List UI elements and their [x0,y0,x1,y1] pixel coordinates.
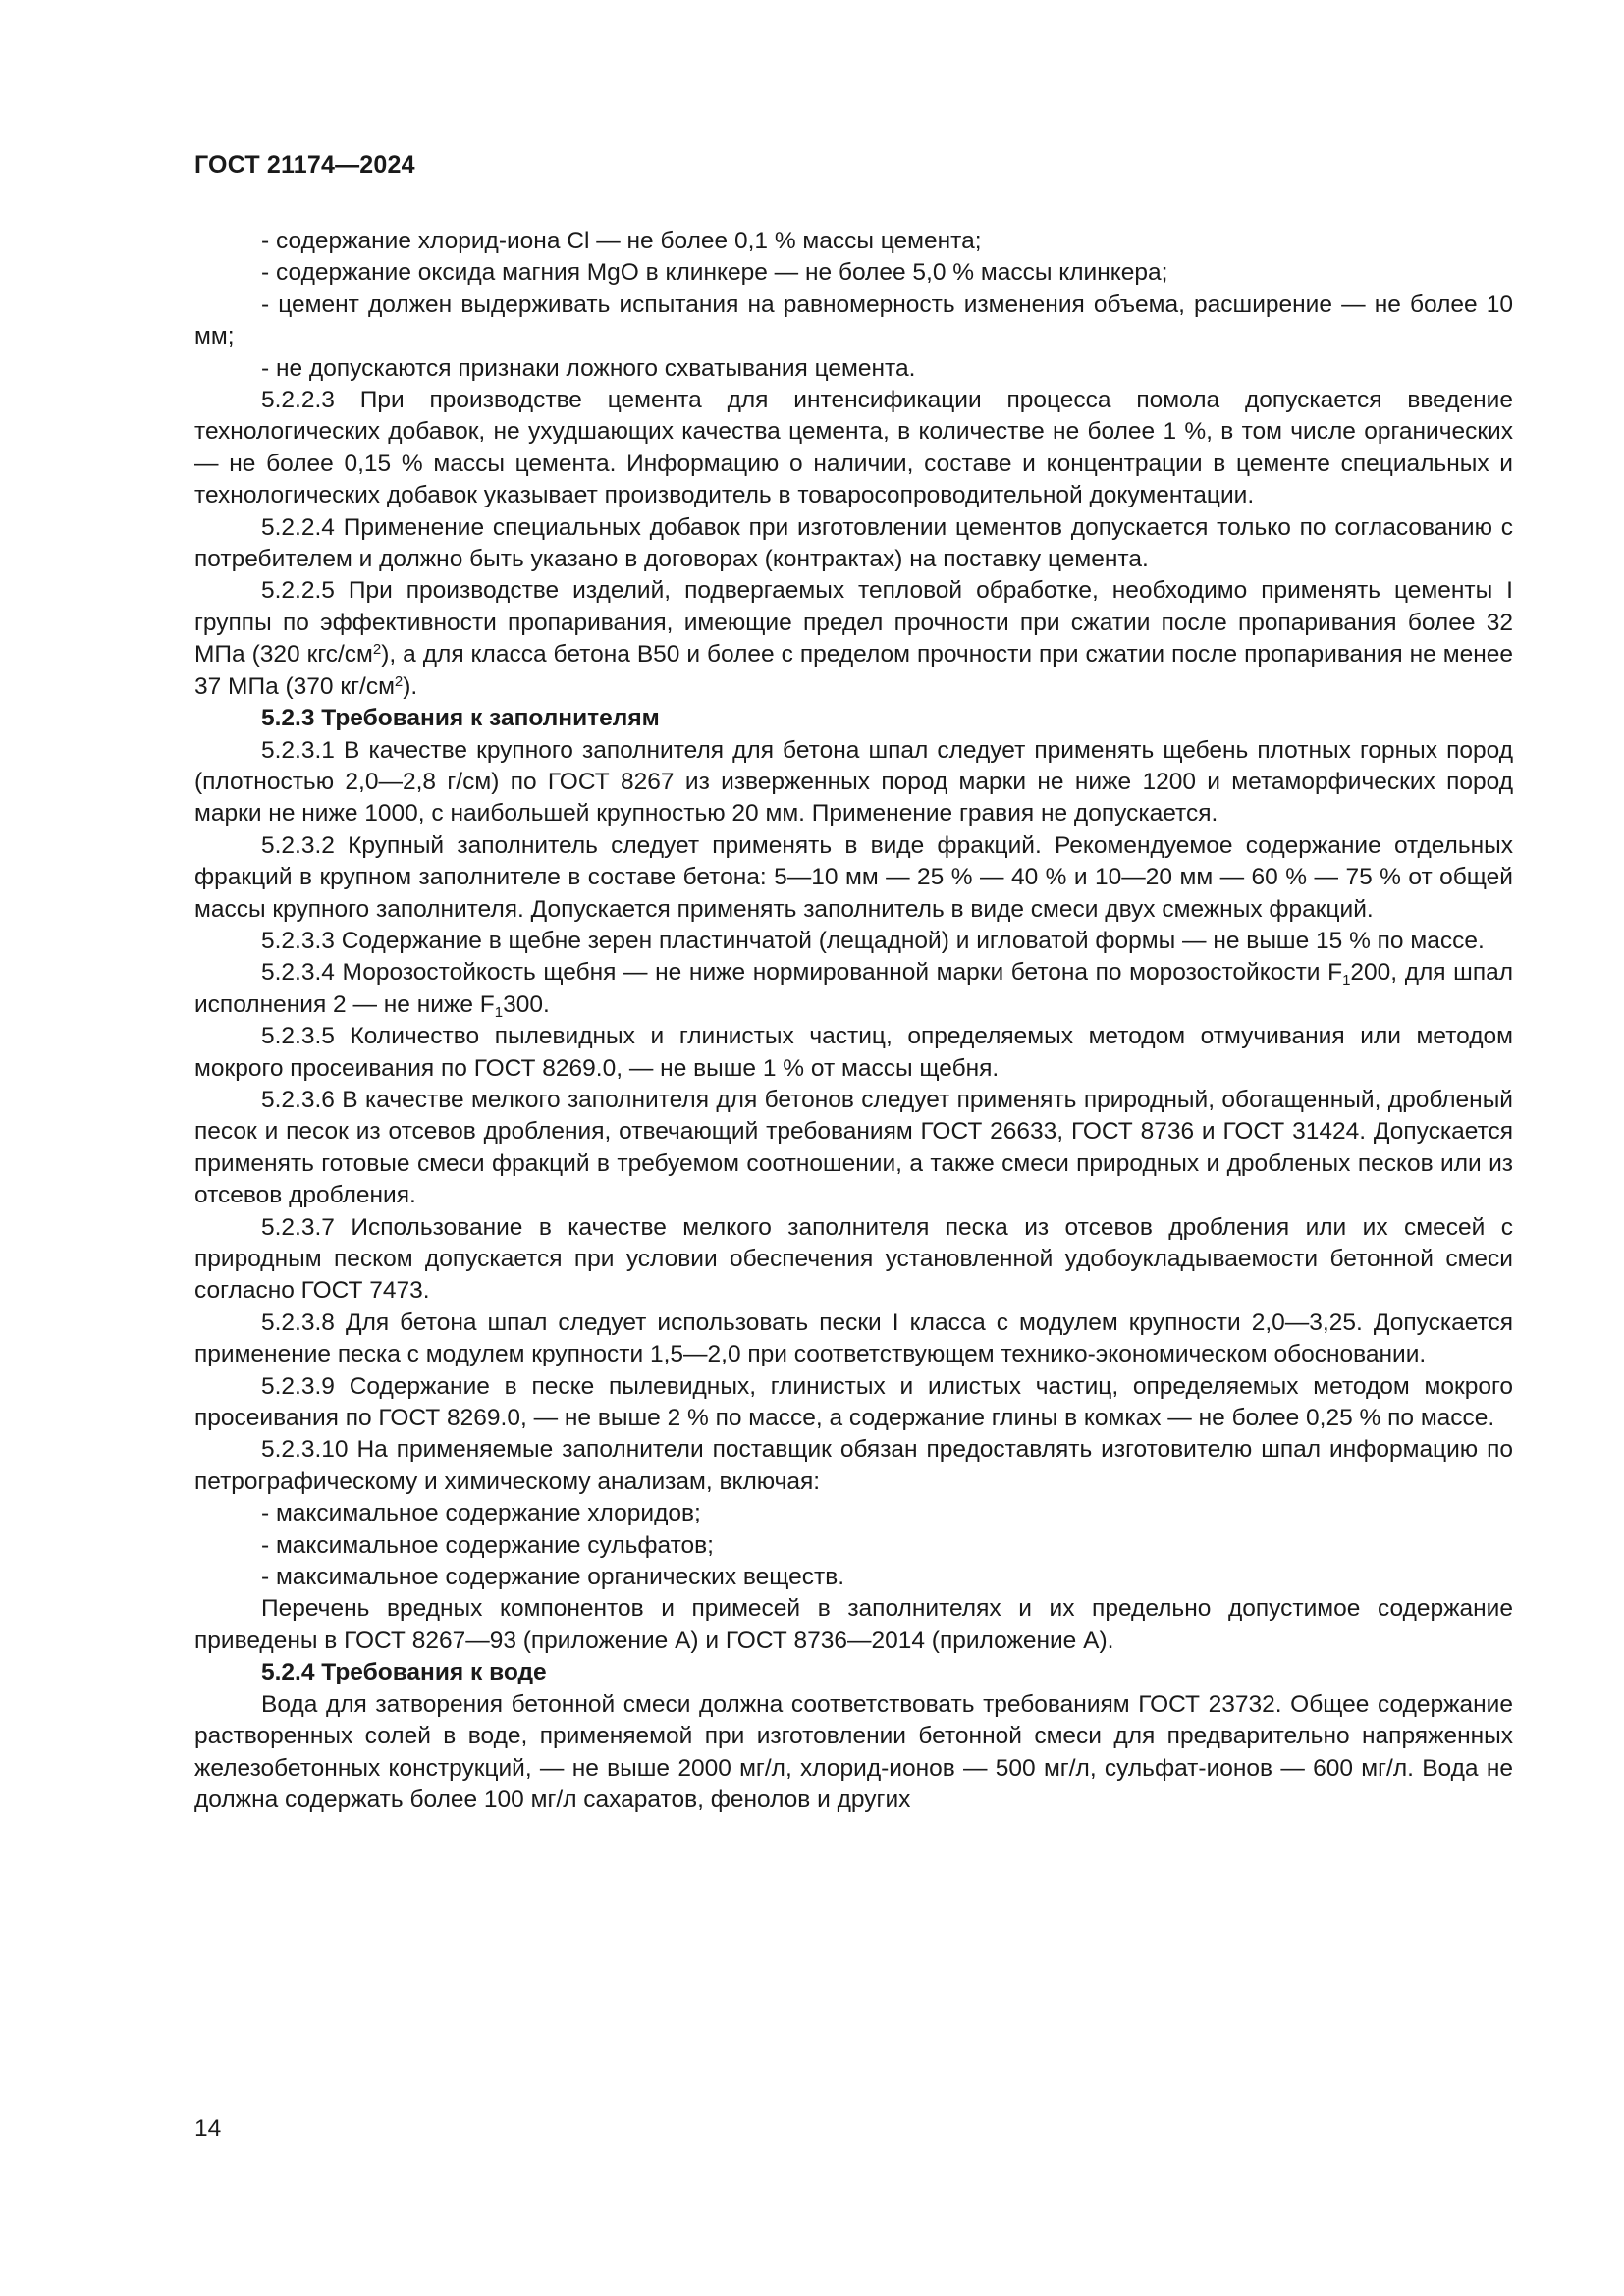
text-run: 5.2.2.5 При производстве изделий, подвергаемых тепловой обработке, необходимо применять цементы I группы по эффективности пропаривания, имеющие предел прочности при сжатии после пропаривания более 32 МПа (320 кгс/см [194,577,1513,668]
paragraph-5-2-2-3: 5.2.2.3 При производстве цемента для интенсификации процесса помола допускается введение технологических добавок, не ухудшающих качества цемента, в количестве не более 1 %, в том числе органических — не более 0,15 % массы цемента. Информацию о наличии, составе и концентрации в цементе специальных и технологических добавок указывает производитель в товаросопроводительной документации. [194,387,1513,509]
paragraph-5-2-3-7: 5.2.3.7 Использование в качестве мелкого заполнителя песка из отсевов дробления или их смесей с природным песком допускается при условии обеспечения установленной удобоукладываемости бетонной смеси согласно ГОСТ 7473. [194,1213,1513,1305]
section-heading-5-2-3: 5.2.3 Требования к заполнителям [261,705,660,732]
text-run: 300. [503,990,550,1018]
document-header: ГОСТ 21174—2024 [194,151,415,179]
paragraph-5-2-3-8: 5.2.3.8 Для бетона шпал следует использовать пески I класса с модулем крупности 2,0—3,25. Допускается применение песка с модулем крупности 1,5—2,0 при соответствующем технико-экономическом обосновании. [194,1308,1513,1368]
subscript: 1 [494,1003,504,1021]
list-item: - содержание оксида магния MgO в клинкере — не более 5,0 % массы клинкера; [261,259,1168,287]
list-item: - максимальное содержание органических веществ. [261,1564,845,1591]
page-number: 14 [194,2115,222,2142]
subscript: 1 [1342,972,1351,989]
paragraph-water-requirements: Вода для затворения бетонной смеси должна соответствовать требованиям ГОСТ 23732. Общее содержание растворенных солей в воде, применяемой при изготовлении бетонной смеси для предварительно напряженных железобетонных конструкций, — не выше 2000 мг/л, хлорид-ионов — 500 мг/л, сульфат-ионов — 600 мг/л. Вода не должна содержать более 100 мг/л сахаратов, фенолов и других [194,1690,1513,1813]
list-item: - не допускаются признаки ложного схватывания цемента. [261,354,916,382]
paragraph-5-2-3-1: 5.2.3.1 В качестве крупного заполнителя для бетона шпал следует применять щебень плотных горных пород (плотностью 2,0—2,8 г/см) по ГОСТ 8267 из изверженных пород марки не ниже 1200 и метаморфических пород марки не ниже 1000, с наибольшей крупностью 20 мм. Применение гравия не допускается. [194,736,1513,828]
paragraph-harmful-components: Перечень вредных компонентов и примесей в заполнителях и их предельно допустимое содержание приведены в ГОСТ 8267—93 (приложение А) и ГОСТ 8736—2014 (приложение А). [194,1595,1513,1654]
list-item: - цемент должен выдерживать испытания на равномерность изменения объема, расширение — не более 10 мм; [194,291,1513,350]
list-item: - максимальное содержание сульфатов; [261,1531,714,1559]
superscript: 2 [372,641,382,659]
list-item: - максимальное содержание хлоридов; [261,1500,701,1527]
paragraph-5-2-3-10: 5.2.3.10 На применяемые заполнители поставщик обязан предоставлять изготовителю шпал информацию по петрографическому и химическому анализам, включая: [194,1436,1513,1495]
document-body [194,226,1513,1816]
list-item: - содержание хлорид-иона Cl — не более 0,1 % массы цемента; [261,228,982,254]
superscript: 2 [394,672,404,690]
paragraph-5-2-2-4: 5.2.2.4 Применение специальных добавок при изготовлении цементов допускается только по согласованию с потребителем и должно быть указано в договорах (контрактах) на поставку цемента. [194,513,1513,573]
text-run: ), а для класса бетона В50 и более с пределом прочности при сжатии после пропаривания не менее 37 МПа (370 кг/см [194,641,1513,700]
paragraph-5-2-3-2: 5.2.3.2 Крупный заполнитель следует применять в виде фракций. Рекомендуемое содержание отдельных фракций в крупном заполнителе в составе бетона: 5—10 мм — 25 % — 40 % и 10—20 мм — 60 % — 75 % от общей массы крупного заполнителя. Допускается применять заполнитель в виде смеси двух смежных фракций. [194,831,1513,923]
text-run: ). [403,672,418,700]
paragraph-5-2-3-4 [194,957,1513,1021]
paragraph-5-2-3-9: 5.2.3.9 Содержание в песке пылевидных, глинистых и илистых частиц, определяемых методом мокрого просеивания по ГОСТ 8269.0, — не выше 2 % по массе, а содержание глины в комках — не более 0,25 % по массе. [194,1372,1513,1432]
paragraph-5-2-2-5 [194,575,1513,703]
paragraph-5-2-3-6: 5.2.3.6 В качестве мелкого заполнителя для бетонов следует применять природный, обогащенный, дробленый песок и песок из отсевов дробления, отвечающий требованиям ГОСТ 26633, ГОСТ 8736 и ГОСТ 31424. Допускается применять готовые смеси фракций в требуемом соотношении, а также смеси природных и дробленых песков или из отсевов дробления. [194,1086,1513,1209]
paragraph-5-2-3-3: 5.2.3.3 Содержание в щебне зерен пластинчатой (лещадной) и игловатой формы — не выше 15 % по массе. [261,927,1485,954]
text-run: 5.2.3.4 Морозостойкость щебня — не ниже нормированной марки бетона по морозостойкости F [261,959,1343,987]
text-run: 200, для шпал исполнения 2 — не ниже F [194,959,1514,1018]
section-heading-5-2-4: 5.2.4 Требования к воде [261,1659,547,1686]
paragraph-5-2-3-5: 5.2.3.5 Количество пылевидных и глинистых частиц, определяемых методом отмучивания или методом мокрого просеивания по ГОСТ 8269.0, — не выше 1 % от массы щебня. [194,1023,1513,1082]
